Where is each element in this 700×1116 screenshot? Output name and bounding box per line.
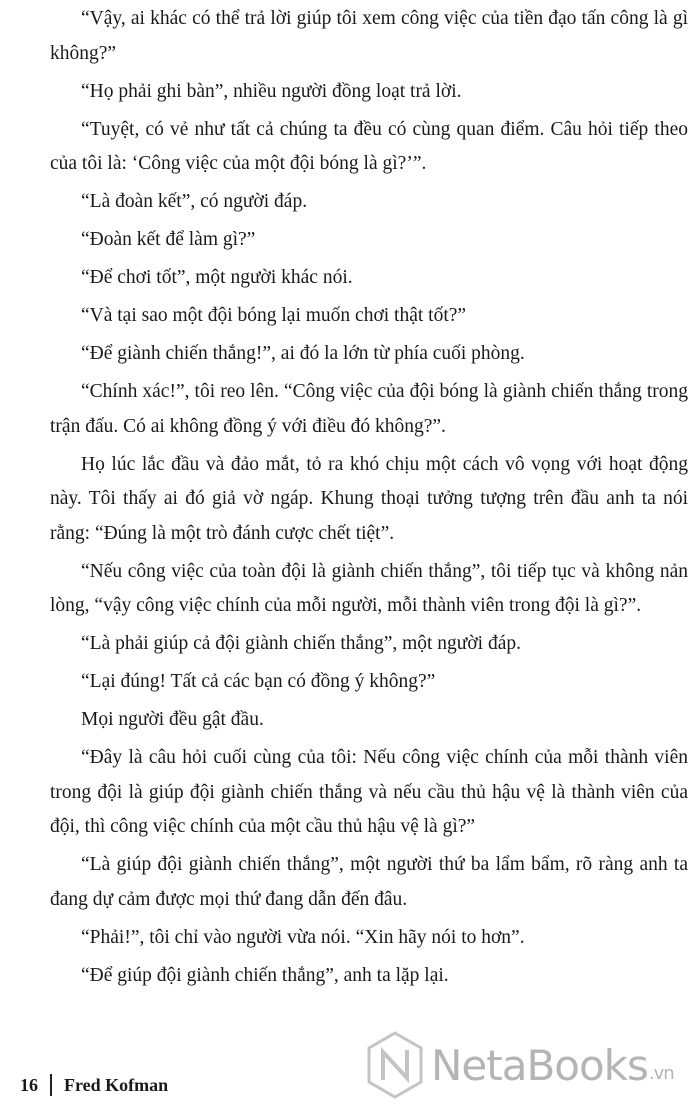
- paragraph: “Là phải giúp cả đội giành chiến thắng”, một người đáp.: [81, 633, 522, 654]
- netabooks-watermark: [365, 1030, 674, 1100]
- watermark-suffix: .vn: [648, 1063, 674, 1084]
- paragraph: “Để chơi tốt”, một người khác nói.: [81, 267, 353, 288]
- footer-author: Fred Kofman: [64, 1074, 169, 1095]
- book-page-body: [50, 2, 688, 997]
- paragraph: Mọi người đều gật đầu.: [81, 709, 264, 730]
- paragraph: “Tuyệt, có vẻ như tất cả chúng ta đều có cùng quan điểm. Câu hỏi tiếp theo của tôi là: ‘Công việc của một đội bóng là gì?’”.: [50, 118, 688, 174]
- paragraph: “Là giúp đội giành chiến thắng”, một người thứ ba lẩm bẩm, rõ ràng anh ta đang dự cảm được mọi thứ đang dẫn đến đâu.: [50, 854, 688, 910]
- paragraph: “Để giúp đội giành chiến thắng”, anh ta lặp lại.: [81, 964, 449, 986]
- paragraph: “Họ phải ghi bàn”, nhiều người đồng loạt trả lời.: [81, 80, 462, 102]
- paragraph: “Nếu công việc của toàn đội là giành chiến thắng”, tôi tiếp tục và không nản lòng, “vậy công việc chính của mỗi người, mỗi thành viên trong đội là gì?”.: [50, 560, 688, 616]
- footer-divider: [50, 1074, 52, 1096]
- paragraph: “Đoàn kết để làm gì?”: [81, 229, 256, 250]
- page-number: 16: [20, 1074, 38, 1095]
- paragraph: “Để giành chiến thắng!”, ai đó la lớn từ phía cuối phòng.: [81, 343, 525, 364]
- paragraph: “Chính xác!”, tôi reo lên. “Công việc của đội bóng là giành chiến thắng trong trận đấu. Có ai không đồng ý với điều đó không?”.: [50, 381, 688, 437]
- paragraph: Họ lúc lắc đầu và đảo mắt, tỏ ra khó chịu một cách vô vọng với hoạt động này. Tôi thấy ai đó giả vờ ngáp. Khung thoại tưởng tượng trên đầu anh ta nói rằng: “Đúng là một trò đánh cược chết tiệt”.: [50, 453, 688, 544]
- paragraph: “Là đoàn kết”, có người đáp.: [81, 191, 308, 212]
- paragraph: “Đây là câu hỏi cuối cùng của tôi: Nếu công việc chính của mỗi thành viên trong đội là giúp đội giành chiến thắng và nếu cầu thủ hậu vệ là thành viên của đội, thì công việc chính của một cầu thủ hậu vệ là gì?”: [50, 747, 688, 837]
- paragraph: “Phải!”, tôi chỉ vào người vừa nói. “Xin hãy nói to hơn”.: [81, 926, 525, 948]
- netabooks-logo-icon: [365, 1030, 425, 1100]
- paragraph: “Và tại sao một đội bóng lại muốn chơi thật tốt?”: [81, 305, 467, 326]
- page-footer: [20, 1074, 168, 1096]
- watermark-brand: NetaBooks: [431, 1040, 648, 1090]
- paragraph: “Vậy, ai khác có thể trả lời giúp tôi xem công việc của tiền đạo tấn công là gì không?”: [50, 8, 688, 64]
- paragraph: “Lại đúng! Tất cả các bạn có đồng ý không?”: [81, 671, 436, 692]
